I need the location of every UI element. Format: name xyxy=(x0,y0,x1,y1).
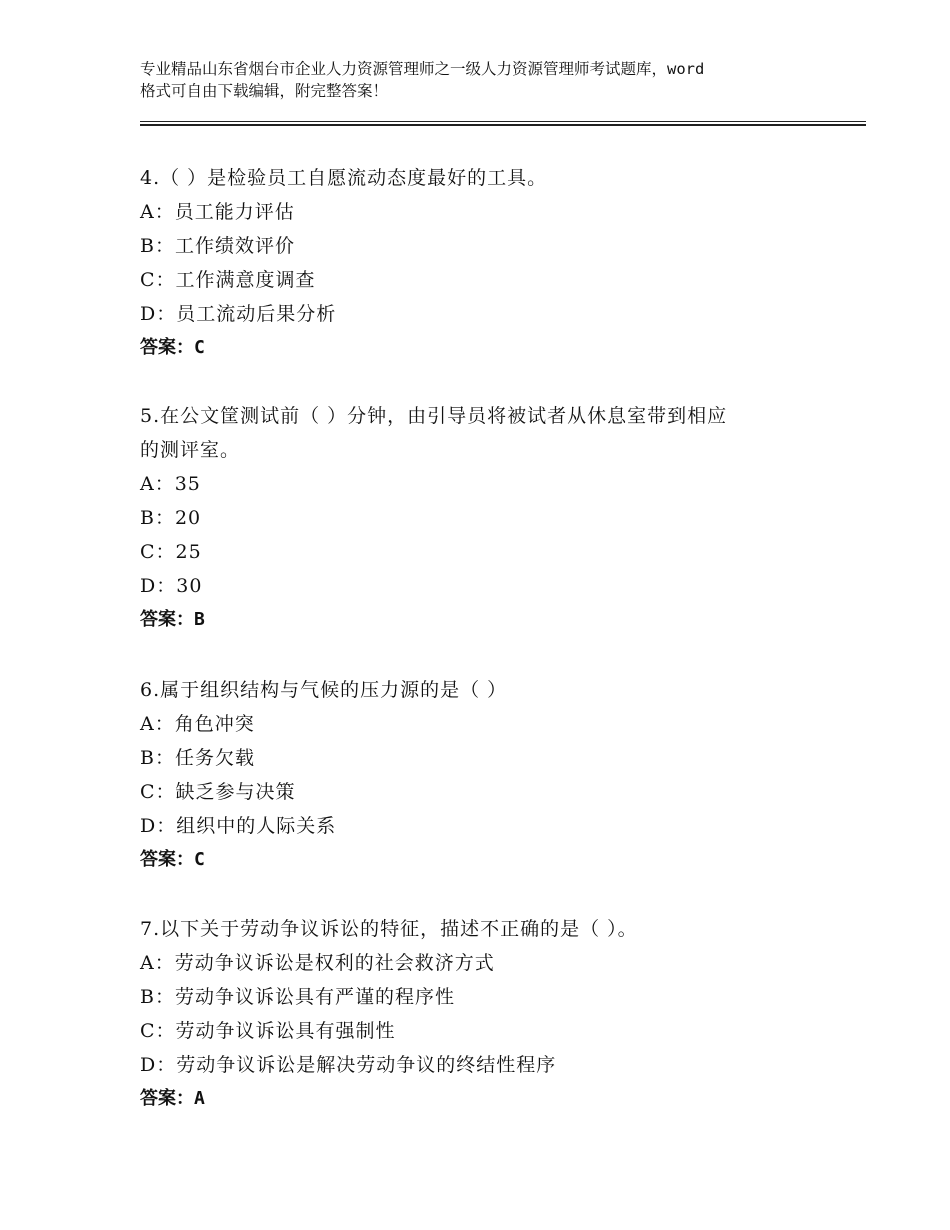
header-line-2: 格式可自由下载编辑，附完整答案！ xyxy=(140,82,389,100)
answer-line: 答案：C xyxy=(140,337,205,358)
option-c: C：工作满意度调查 xyxy=(140,269,316,291)
answer-line: 答案：C xyxy=(140,849,205,870)
option-b: B：工作绩效评价 xyxy=(140,235,295,257)
question-stem-line-2: 的测评室。 xyxy=(140,439,241,461)
option-a: A：角色冲突 xyxy=(140,713,255,735)
option-a: A：35 xyxy=(140,473,201,495)
question-stem: 7.以下关于劳动争议诉讼的特征，描述不正确的是（ ）。 xyxy=(140,918,638,940)
option-a: A：员工能力评估 xyxy=(140,201,295,223)
header-divider-thin xyxy=(140,121,866,122)
question-stem-line-1: 5.在公文筐测试前（ ）分钟，由引导员将被试者从休息室带到相应 xyxy=(140,405,728,427)
question-5 xyxy=(140,399,820,637)
option-d: D：劳动争议诉讼是解决劳动争议的终结性程序 xyxy=(140,1054,557,1076)
answer-line: 答案：A xyxy=(140,1088,205,1109)
option-c: C：劳动争议诉讼具有强制性 xyxy=(140,1020,396,1042)
question-6 xyxy=(140,673,820,877)
option-a: A：劳动争议诉讼是权利的社会救济方式 xyxy=(140,952,495,974)
option-b: B：劳动争议诉讼具有严谨的程序性 xyxy=(140,986,455,1008)
option-c: C：缺乏参与决策 xyxy=(140,781,296,803)
answer-line: 答案：B xyxy=(140,609,205,630)
question-stem: 4.（ ）是检验员工自愿流动态度最好的工具。 xyxy=(140,167,548,189)
option-b: B：任务欠载 xyxy=(140,747,255,769)
header-divider-thick xyxy=(140,124,866,126)
question-7 xyxy=(140,912,820,1116)
document-header xyxy=(140,58,820,102)
option-b: B：20 xyxy=(140,507,202,529)
question-stem: 6.属于组织结构与气候的压力源的是（ ） xyxy=(140,679,508,701)
option-d: D：30 xyxy=(140,575,203,597)
option-d: D：组织中的人际关系 xyxy=(140,815,337,837)
header-line-1: 专业精品山东省烟台市企业人力资源管理师之一级人力资源管理师考试题库，word xyxy=(140,60,705,78)
question-4 xyxy=(140,161,820,365)
option-c: C：25 xyxy=(140,541,202,563)
option-d: D：员工流动后果分析 xyxy=(140,303,337,325)
